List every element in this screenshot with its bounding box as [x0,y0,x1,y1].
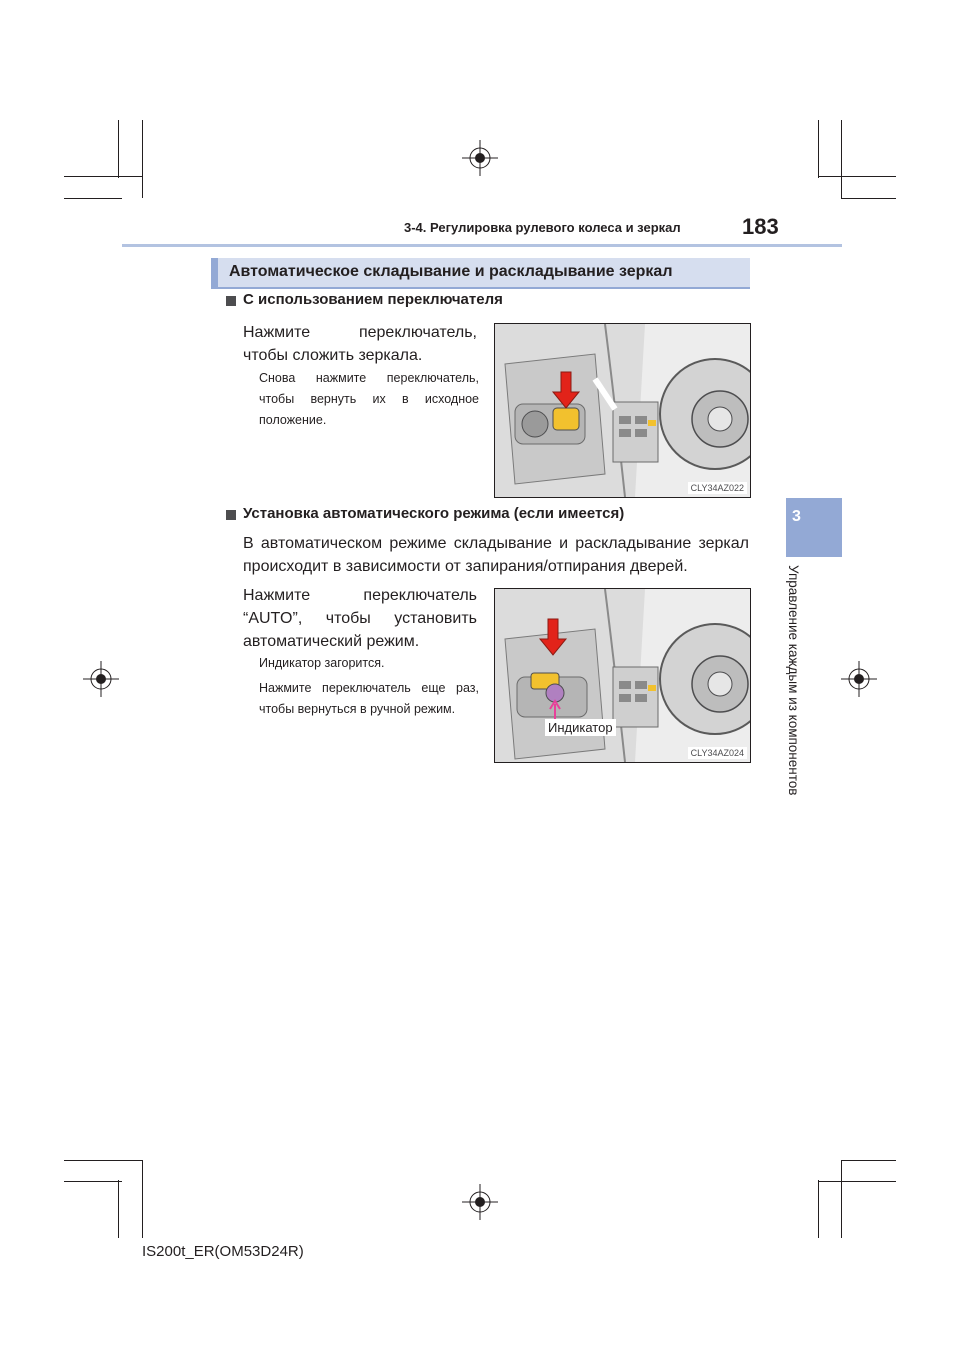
figure-mirror-switch [494,323,751,498]
block1-note: Снова нажмите переключатель, чтобы вернуть их в исходное положение. [259,371,479,427]
page-number: 183 [742,214,779,239]
block1-instruction: Нажмите переключатель, чтобы сложить зеркала. [243,324,477,364]
crop-mark [118,1180,119,1238]
crop-mark [818,1181,896,1182]
crop-mark [841,120,842,198]
chapter-title-vertical [781,565,807,815]
figure-code: CLY34AZ022 [688,482,747,494]
crop-mark [64,1160,142,1161]
section-header-title: 3-4. Регулировка рулевого колеса и зеркал [404,220,681,235]
bullet-square-icon [226,510,236,520]
block2-note-return: Нажмите переключатель еще раз, чтобы вернуться в ручной режим. [259,681,479,716]
crop-mark [841,198,896,199]
chapter-tab [786,498,842,557]
section-title: Автоматическое складывание и раскладывание зеркал [229,263,673,280]
crop-mark [841,1160,842,1238]
registration-mark-icon [83,661,119,697]
auto-switch-illustration [495,589,750,762]
block2-instruction: Нажмите переключатель “AUTO”, чтобы установить автоматический режим. [243,587,477,650]
header-rule [122,244,842,247]
document-code: IS200t_ER(OM53D24R) [142,1243,304,1260]
figure-auto-switch [494,588,751,763]
figure-code: CLY34AZ024 [688,747,747,759]
crop-mark [841,1160,896,1161]
crop-mark [142,120,143,198]
mirror-switch-illustration [495,324,750,497]
crop-mark [818,120,819,178]
indicator-label: Индикатор [545,719,616,736]
block2-description: В автоматическом режиме складывание и раскладывание зеркал происходит в зависимости от запирания/отпирания дверей. [243,535,749,575]
block2-note-indicator: Индикатор загорится. [259,656,385,670]
registration-mark-icon [462,140,498,176]
crop-mark [64,176,142,177]
section-banner [211,258,750,287]
crop-mark [64,1181,122,1182]
crop-mark [118,120,119,178]
registration-mark-icon [462,1184,498,1220]
crop-mark [64,198,122,199]
chapter-title: Управление каждым из компонентов [786,565,801,796]
crop-mark [142,1160,143,1238]
chapter-number: 3 [792,508,801,525]
registration-mark-icon [841,661,877,697]
block2-heading: Установка автоматического режима (если имеется) [243,505,625,522]
crop-mark [818,176,896,177]
block1-heading: С использованием переключателя [243,291,503,308]
bullet-square-icon [226,296,236,306]
crop-mark [818,1180,819,1238]
